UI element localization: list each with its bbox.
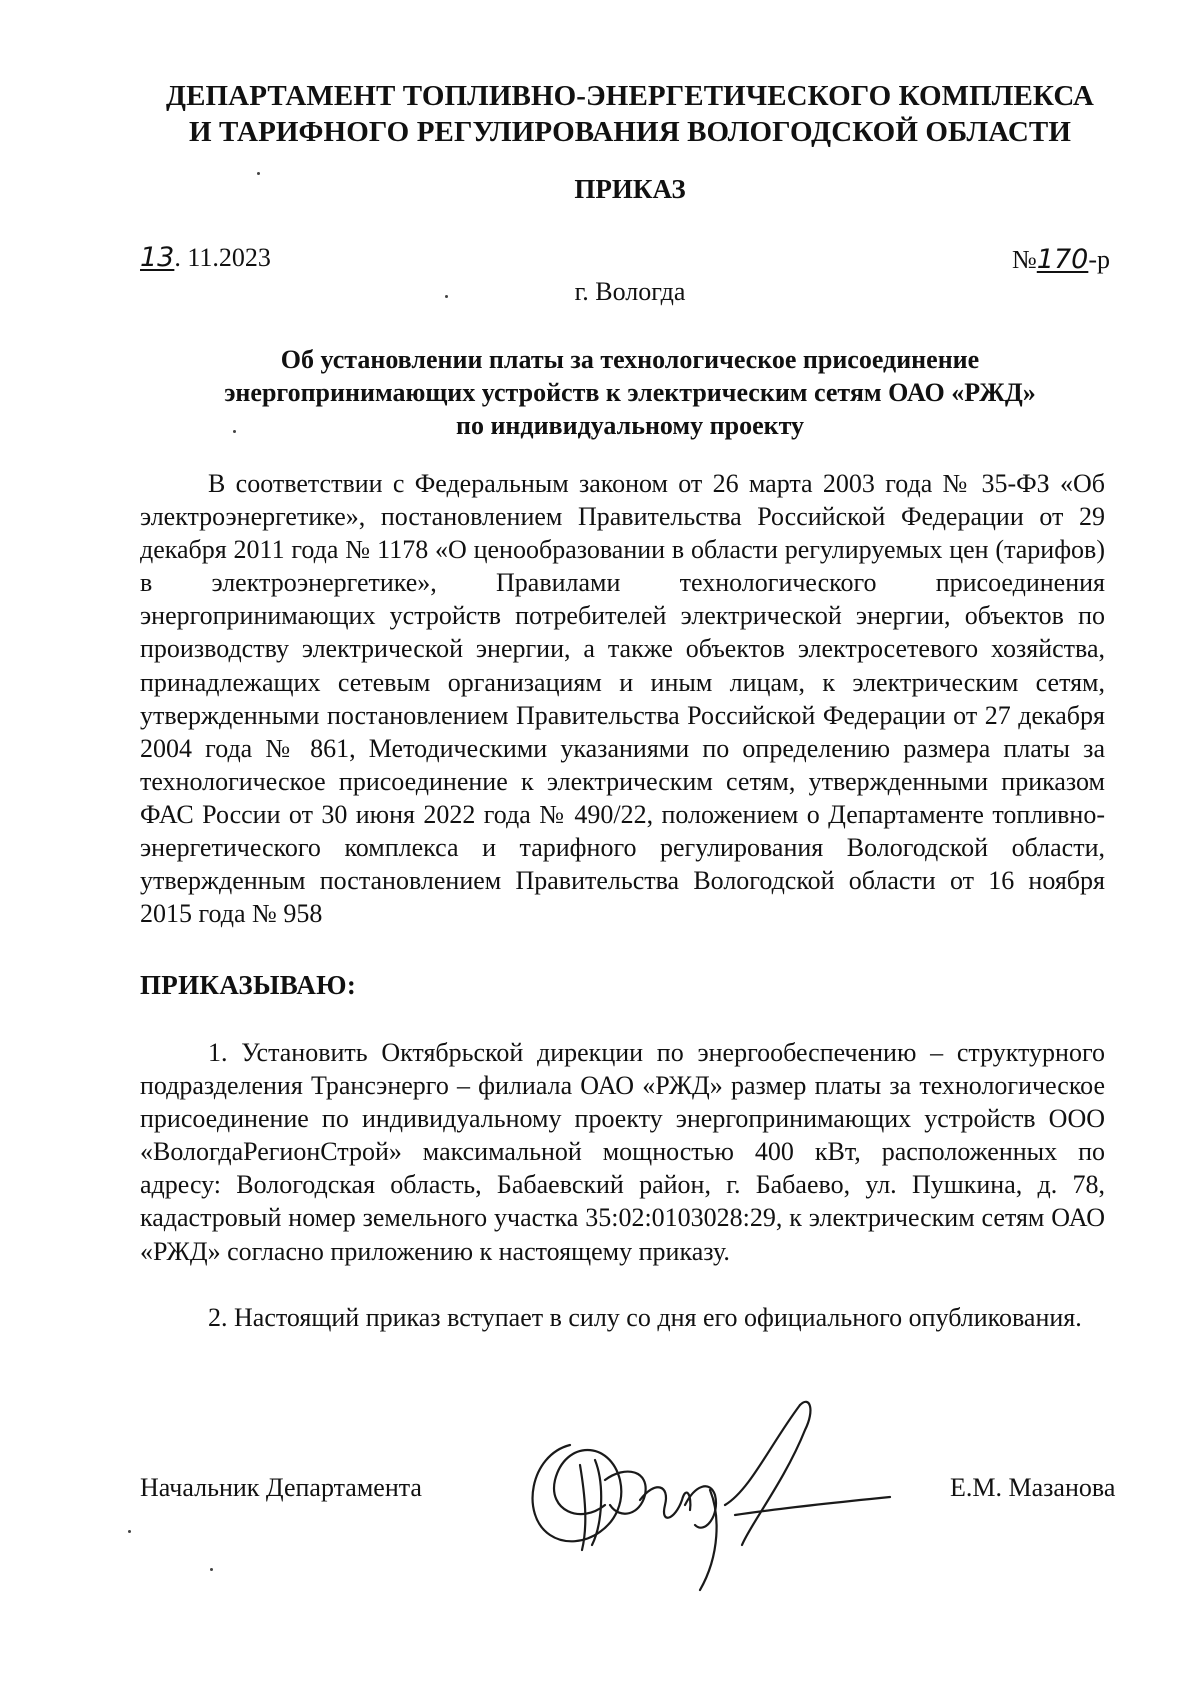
handwritten-number: 170: [1036, 244, 1089, 275]
order-date: [140, 242, 271, 273]
subject-line2: энергопринимающих устройств к электрическим сетям ОАО «РЖД»: [224, 378, 1036, 407]
signer-name: Е.М. Мазанова: [950, 1473, 1116, 1502]
handwritten-signature: [510, 1385, 910, 1605]
scan-speck: [445, 295, 448, 298]
scan-speck: [128, 1530, 131, 1533]
document-type-heading: ПРИКАЗ: [574, 174, 686, 204]
order-subject: [90, 343, 1170, 442]
subject-line3: по индивидуальному проекту: [455, 411, 805, 440]
date-month-year: . 11.2023: [174, 243, 271, 272]
department-title-line1: ДЕПАРТАМЕНТ ТОПЛИВНО-ЭНЕРГЕТИЧЕСКОГО КОМПЛЕКСА: [166, 80, 1094, 112]
scan-speck: [210, 1568, 213, 1571]
date-number-row: [140, 242, 1110, 282]
order-number: [1012, 244, 1110, 275]
city-line: г. Вологда: [574, 277, 686, 306]
department-title: [90, 78, 1170, 150]
department-title-line2: И ТАРИФНОГО РЕГУЛИРОВАНИЯ ВОЛОГОДСКОЙ ОБЛАСТИ: [189, 116, 1071, 148]
number-sign: №: [1011, 245, 1037, 274]
number-suffix: -р: [1088, 245, 1110, 274]
order-item-2: 2. Настоящий приказ вступает в силу со дня его официального опубликования.: [208, 1303, 1082, 1332]
preamble-paragraph: В соответствии с Федеральным законом от 26 марта 2003 года № 35-ФЗ «Об электроэнергетике», постановлением Правительства Российской Федерации от 29 декабря 2011 года № 1178 «О ценообразовании в области регулируемых цен (тарифов) в электроэнергетике», Правилами технологического присоединения энергопринимающих устройств потребителей электрической энергии, объектов по производству электрической энергии, а также объектов электросетевого хозяйства, принадлежащих сетевым организациям и иным лицам, к электрическим сетям, утвержденными постановлением Правительства Российской Федерации от 27 декабря 2004 года № 861, Методическими указаниями по определению размера платы за технологическое присоединение к электрическим сетям, утвержденными приказом ФАС России от 30 июня 2022 года № 490/22, положением о Департаменте топливно-энергетического комплекса и тарифного регулирования Вологодской области, утвержденным постановлением Правительства Вологодской области от 16 ноября 2015 года № 958: [140, 469, 1105, 929]
scan-speck: [233, 430, 236, 433]
order-item-1: 1. Установить Октябрьской дирекции по энергообеспечению – структурного подразделения Трансэнерго – филиала ОАО «РЖД» размер платы за технологическое присоединение по индивидуальному проекту энергопринимающих устройств ООО «ВологдаРегионСтрой» максимальной мощностью 400 кВт, расположенных по адресу: Вологодская область, Бабаевский район, г. Бабаево, ул. Пушкина, д. 78, кадастровый номер земельного участка 35:02:0103028:29, к электрическим сетям ОАО «РЖД» согласно приложению к настоящему приказу.: [140, 1038, 1105, 1266]
scan-speck: [257, 172, 260, 175]
subject-line1: Об установлении платы за технологическое присоединение: [280, 345, 980, 374]
handwritten-day: 13: [140, 242, 175, 273]
signer-position: Начальник Департамента: [140, 1473, 422, 1502]
order-word: ПРИКАЗЫВАЮ:: [140, 970, 357, 1000]
